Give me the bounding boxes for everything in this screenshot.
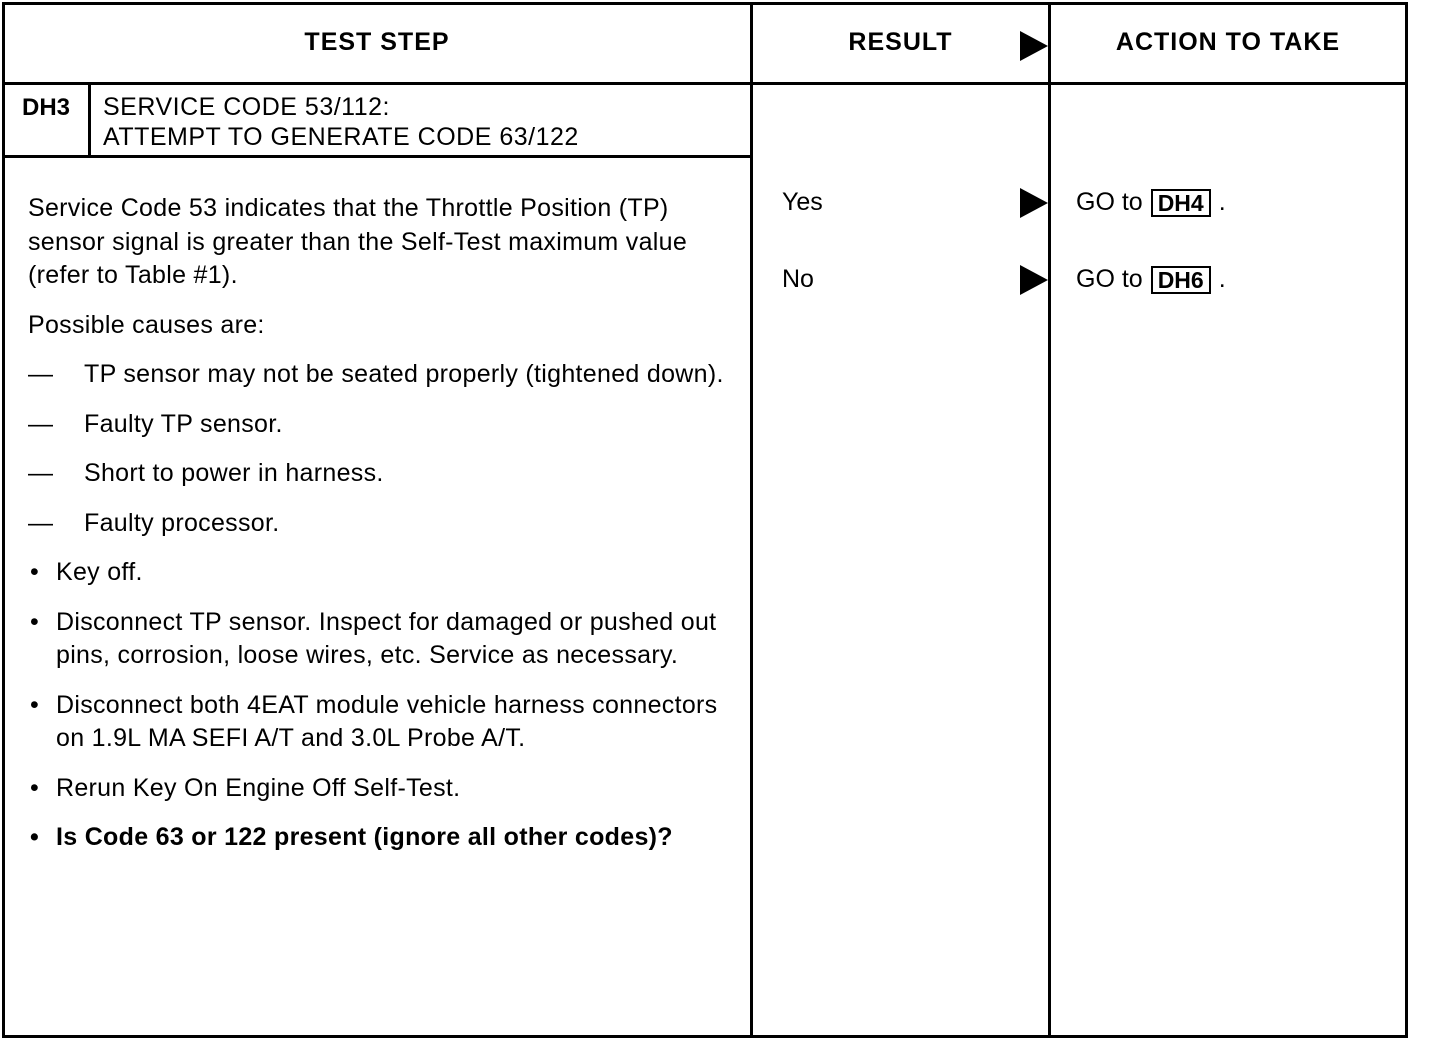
bullet-marker: •: [30, 558, 40, 586]
result-no: No: [782, 265, 814, 293]
procedure-text: Disconnect TP sensor. Inspect for damaged or pushed out pins, corrosion, loose wires, etc. Service as necessary.: [56, 607, 717, 669]
cause-item: [28, 457, 728, 491]
dash-marker: —: [28, 508, 54, 537]
column-divider-action: [1048, 2, 1051, 1038]
procedure-text: Rerun Key On Engine Off Self-Test.: [56, 773, 461, 802]
step-id: DH3: [21, 94, 70, 121]
table-right-border: [1405, 2, 1408, 1038]
procedure-step: [28, 556, 728, 590]
table-left-border: [2, 2, 5, 1038]
step-title: [103, 92, 579, 152]
step-title-bottom-border: [2, 155, 752, 158]
dash-marker: —: [28, 360, 54, 388]
cause-item: [28, 507, 728, 541]
action-yes-prefix: GO to: [1076, 188, 1143, 216]
procedure-step: [28, 772, 728, 806]
procedure-step: [28, 689, 728, 756]
action-no-prefix: GO to: [1076, 265, 1143, 293]
procedure-step: [28, 606, 728, 673]
procedure-text: Disconnect both 4EAT module vehicle harness connectors on 1.9L MA SEFI A/T and 3.0L Probe A/T.: [56, 690, 718, 752]
bullet-marker: •: [30, 773, 40, 802]
action-no-suffix: .: [1218, 265, 1226, 293]
dash-marker: —: [28, 409, 54, 438]
cause-item: [28, 408, 728, 442]
header-arrow-icon: [1020, 31, 1048, 61]
cause-text: Short to power in harness.: [84, 459, 384, 487]
causes-heading: Possible causes are:: [28, 310, 265, 339]
header-test-step: TEST STEP: [304, 27, 450, 56]
intro-text: Service Code 53 indicates that the Throttle Position (TP) sensor signal is greater than the Self-Test maximum value (refer to Table #1).: [28, 194, 688, 289]
cause-text: TP sensor may not be seated properly (tightened down).: [84, 360, 724, 388]
action-no-target[interactable]: DH6: [1151, 266, 1211, 294]
action-yes-suffix: .: [1218, 188, 1226, 216]
procedure-question: [28, 821, 728, 855]
procedure-text: Key off.: [56, 558, 143, 586]
result-no-arrow-icon: [1020, 265, 1048, 295]
test-step-body: [28, 192, 728, 871]
column-divider-result: [750, 2, 753, 1038]
action-yes: [1076, 188, 1226, 217]
step-title-line2: ATTEMPT TO GENERATE CODE 63/122: [103, 123, 579, 151]
bullet-marker: •: [30, 690, 40, 719]
action-no: [1076, 265, 1226, 294]
step-title-line1: SERVICE CODE 53/112:: [103, 93, 390, 121]
result-yes: Yes: [782, 188, 823, 216]
bullet-marker: •: [30, 607, 40, 636]
cause-item: [28, 358, 728, 392]
table-bottom-border: [2, 1035, 1408, 1038]
header-result: RESULT: [848, 27, 953, 56]
action-yes-target[interactable]: DH4: [1151, 189, 1211, 217]
step-id-divider: [88, 84, 91, 156]
cause-text: Faulty processor.: [84, 508, 280, 537]
cause-text: Faulty TP sensor.: [84, 409, 283, 438]
header-action: ACTION TO TAKE: [1115, 27, 1341, 56]
result-yes-arrow-icon: [1020, 188, 1048, 218]
question-text: Is Code 63 or 122 present (ignore all other codes)?: [56, 823, 673, 851]
dash-marker: —: [28, 459, 54, 487]
bullet-marker: •: [30, 823, 40, 851]
